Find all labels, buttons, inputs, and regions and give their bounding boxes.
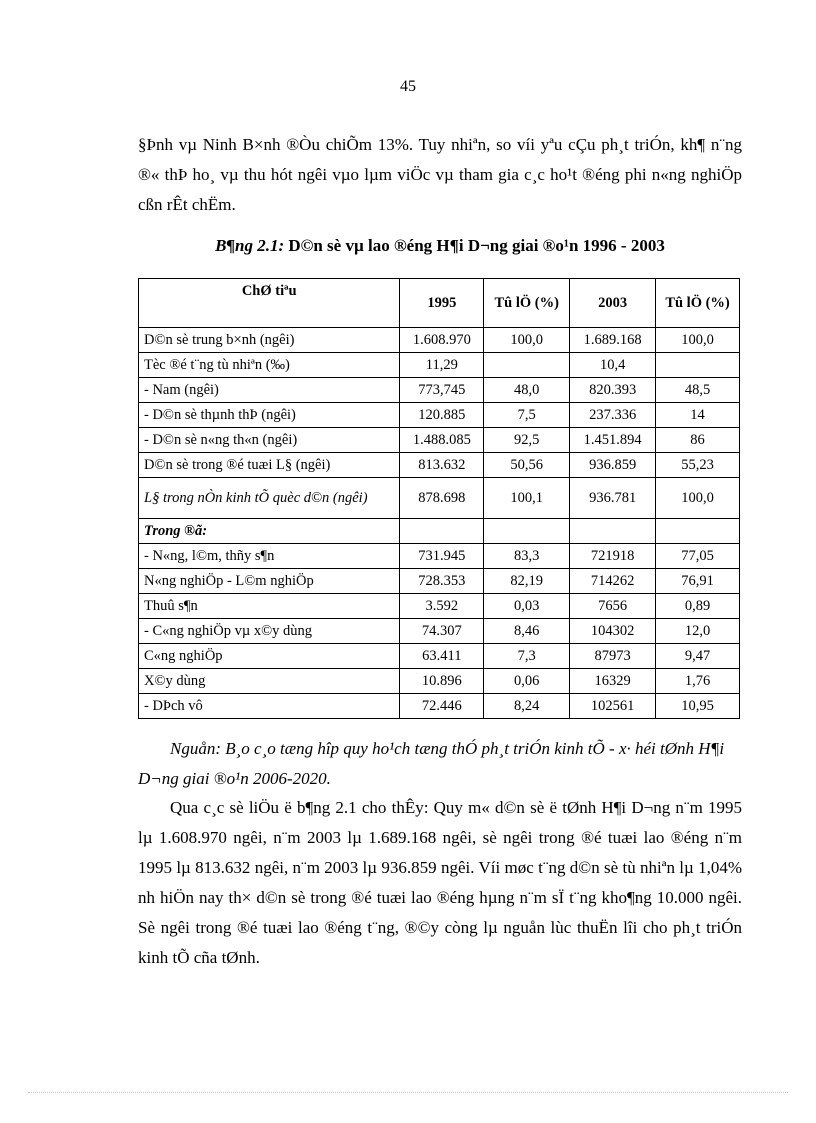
row-label: - N«ng, l©m, thñy s¶n (139, 544, 400, 569)
cell-pct-1995: 82,19 (484, 569, 570, 594)
row-label: X©y dùng (139, 669, 400, 694)
table-source-note: Nguån: B¸o c¸o tæng hîp quy ho¹ch tæng thÓ ph¸t triÓn kinh tÕ - x· héi tØnh H¶i D¬ng giai ®o¹n 2006-2020. (138, 739, 725, 788)
table-caption-text: D©n sè vµ lao ®éng H¶i D¬ng giai ®o¹n 1996 - 2003 (284, 236, 665, 255)
cell-pct-1995: 48,0 (484, 378, 570, 403)
row-label: L§ trong nÒn kinh tÕ quèc d©n (ngêi) (139, 478, 400, 519)
cell-pct-2003: 0,89 (656, 594, 740, 619)
row-label: Tèc ®é t¨ng tù nhiªn (‰) (139, 353, 400, 378)
cell-2003: 16329 (570, 669, 656, 694)
cell-pct-1995: 7,5 (484, 403, 570, 428)
cell-1995: 728.353 (400, 569, 484, 594)
row-label: N«ng nghiÖp - L©m nghiÖp (139, 569, 400, 594)
cell-1995: 74.307 (400, 619, 484, 644)
cell-pct-2003: 100,0 (656, 328, 740, 353)
row-label: - D©n sè n«ng th«n (ngêi) (139, 428, 400, 453)
cell-1995 (400, 519, 484, 544)
cell-2003: 936.859 (570, 453, 656, 478)
table-row (139, 478, 740, 519)
paragraph-intro: §Þnh vµ Ninh B×nh ®Òu chiÕm 13%. Tuy nhiªn, so víi yªu cÇu ph¸t triÓn, kh¶ n¨ng ®« thÞ ho¸ vµ thu hót ngêi vµo lµm viÖc vµ tham gia c¸c ho¹t ®éng phi n«ng nghiÖp cßn rÊt chËm. (138, 135, 742, 214)
table-row (139, 569, 740, 594)
row-label: Thuû s¶n (139, 594, 400, 619)
cell-2003: 102561 (570, 694, 656, 719)
cell-pct-2003 (656, 519, 740, 544)
cell-2003: 1.689.168 (570, 328, 656, 353)
cell-pct-1995: 100,1 (484, 478, 570, 519)
cell-1995: 72.446 (400, 694, 484, 719)
table-row (139, 669, 740, 694)
cell-pct-2003: 10,95 (656, 694, 740, 719)
cell-1995: 10.896 (400, 669, 484, 694)
table-row (139, 619, 740, 644)
cell-pct-1995: 7,3 (484, 644, 570, 669)
row-label: D©n sè trung b×nh (ngêi) (139, 328, 400, 353)
cell-1995: 3.592 (400, 594, 484, 619)
cell-pct-1995: 8,46 (484, 619, 570, 644)
cell-1995: 813.632 (400, 453, 484, 478)
cell-pct-1995: 100,0 (484, 328, 570, 353)
row-label: - Nam (ngêi) (139, 378, 400, 403)
table-row (139, 594, 740, 619)
cell-pct-2003: 100,0 (656, 478, 740, 519)
cell-pct-2003: 9,47 (656, 644, 740, 669)
cell-1995: 773,745 (400, 378, 484, 403)
cell-pct-2003: 1,76 (656, 669, 740, 694)
cell-pct-2003: 77,05 (656, 544, 740, 569)
cell-pct-2003: 48,5 (656, 378, 740, 403)
row-label: Trong ®ã: (139, 519, 400, 544)
page-number: 45 (400, 78, 416, 95)
table-row (139, 328, 740, 353)
table-row (139, 403, 740, 428)
table-header-row (139, 279, 740, 328)
table-caption-label: B¶ng 2.1: (215, 236, 285, 255)
cell-2003: 7656 (570, 594, 656, 619)
population-labor-table (138, 278, 740, 719)
cell-pct-2003: 12,0 (656, 619, 740, 644)
row-label: D©n sè trong ®é tuæi L§ (ngêi) (139, 453, 400, 478)
cell-pct-1995: 0,06 (484, 669, 570, 694)
cell-2003 (570, 519, 656, 544)
cell-1995: 11,29 (400, 353, 484, 378)
cell-pct-1995: 50,56 (484, 453, 570, 478)
table-row (139, 644, 740, 669)
table-row (139, 519, 740, 544)
table-row (139, 353, 740, 378)
page-bottom-divider (28, 1092, 788, 1093)
paragraph-analysis: Qua c¸c sè liÖu ë b¶ng 2.1 cho thÊy: Quy m« d©n sè ë tØnh H¶i D¬ng n¨m 1995 lµ 1.608.970 ngêi, n¨m 2003 lµ 1.689.168 ngêi, sè ngêi trong ®é tuæi lao ®éng n¨m 1995 lµ 813.632 ngêi, n¨m 2003 lµ 936.859 ngêi. Víi møc t¨ng d©n sè tù nhiªn lµ 1,04% nh hiÖn nay th× d©n sè trong ®é tuæi lao ®éng hµng n¨m sÏ t¨ng kho¶ng 10.000 ngêi. Sè ngêi trong ®é tuæi lao ®éng t¨ng, ®©y còng lµ nguån lùc thuËn lîi cho ph¸t triÓn kinh tÕ cña tØnh. (138, 798, 742, 967)
table-row (139, 694, 740, 719)
cell-pct-1995: 0,03 (484, 594, 570, 619)
header-2003: 2003 (570, 279, 656, 328)
header-percent-1995: Tû lÖ (%) (484, 279, 570, 328)
cell-1995: 120.885 (400, 403, 484, 428)
table-row (139, 378, 740, 403)
cell-2003: 1.451.894 (570, 428, 656, 453)
cell-2003: 820.393 (570, 378, 656, 403)
cell-pct-1995: 8,24 (484, 694, 570, 719)
cell-2003: 714262 (570, 569, 656, 594)
cell-2003: 87973 (570, 644, 656, 669)
table-row (139, 428, 740, 453)
cell-pct-2003 (656, 353, 740, 378)
cell-1995: 63.411 (400, 644, 484, 669)
cell-2003: 237.336 (570, 403, 656, 428)
header-1995: 1995 (400, 279, 484, 328)
table-caption (138, 236, 742, 256)
cell-pct-1995: 83,3 (484, 544, 570, 569)
cell-pct-2003: 14 (656, 403, 740, 428)
cell-pct-1995 (484, 353, 570, 378)
cell-1995: 1.488.085 (400, 428, 484, 453)
table-row (139, 544, 740, 569)
table-row (139, 453, 740, 478)
cell-1995: 731.945 (400, 544, 484, 569)
cell-2003: 10,4 (570, 353, 656, 378)
cell-pct-1995 (484, 519, 570, 544)
header-indicator: ChØ tiªu (139, 279, 400, 328)
header-percent-2003: Tû lÖ (%) (656, 279, 740, 328)
cell-2003: 936.781 (570, 478, 656, 519)
cell-pct-2003: 55,23 (656, 453, 740, 478)
row-label: - DÞch vô (139, 694, 400, 719)
cell-pct-2003: 86 (656, 428, 740, 453)
cell-pct-2003: 76,91 (656, 569, 740, 594)
cell-2003: 104302 (570, 619, 656, 644)
cell-1995: 878.698 (400, 478, 484, 519)
row-label: - D©n sè thµnh thÞ (ngêi) (139, 403, 400, 428)
cell-1995: 1.608.970 (400, 328, 484, 353)
cell-pct-1995: 92,5 (484, 428, 570, 453)
row-label: - C«ng nghiÖp vµ x©y dùng (139, 619, 400, 644)
cell-2003: 721918 (570, 544, 656, 569)
row-label: C«ng nghiÖp (139, 644, 400, 669)
